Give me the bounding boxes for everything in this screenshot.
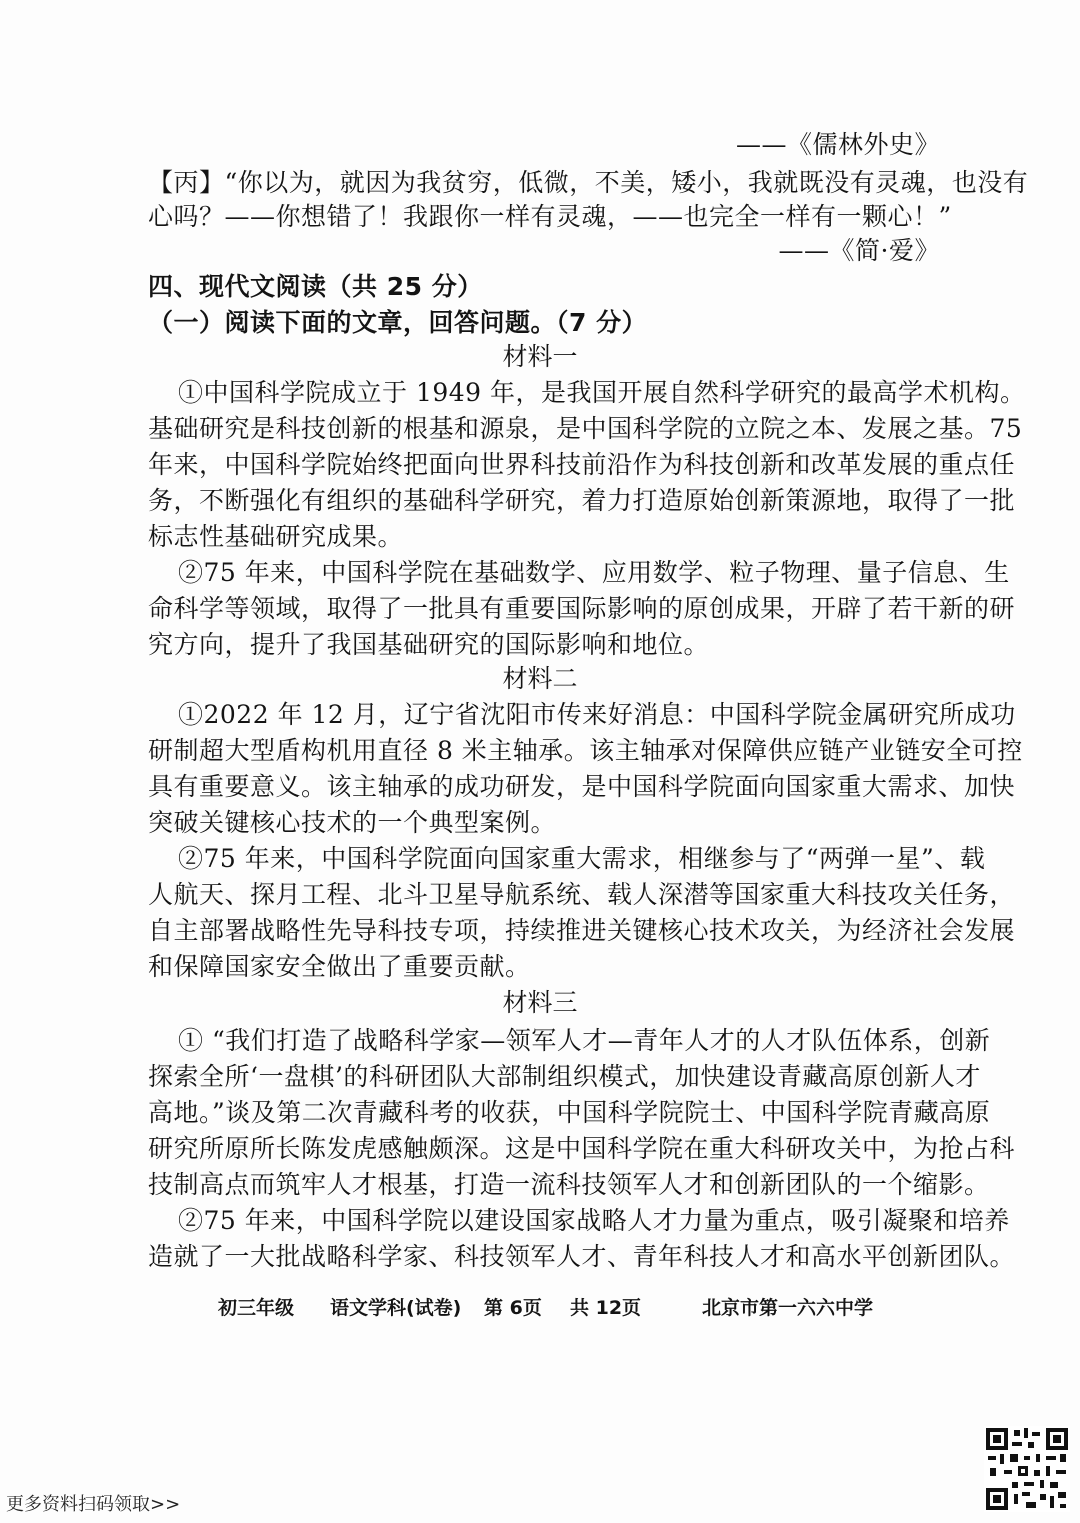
footer-grade: 初三年级 [218, 1297, 295, 1319]
material-2-line: 自主部署战略性先导科技专项，持续推进关键核心技术攻关，为经济社会发展 [148, 916, 1016, 945]
material-1-line: 基础研究是科技创新的根基和源泉，是中国科学院的立院之本、发展之基。75 [148, 414, 1023, 443]
material-3-line: 高地。”谈及第二次青藏科考的收获，中国科学院院士、中国科学院青藏高原 [148, 1098, 991, 1127]
source-rulin: ——《儒林外史》 [735, 130, 940, 159]
bing-quote-line-1: 【丙】“你以为，就因为我贫穷，低微，不美，矮小，我就既没有灵魂，也没有 [148, 168, 1029, 197]
material-2-line: 突破关键核心技术的一个典型案例。 [148, 808, 557, 837]
material-3-line: ① “我们打造了战略科学家—领军人才—青年人才的人才队伍体系，创新 [178, 1026, 991, 1055]
material-3-line: 研究所原所长陈发虎感触颇深。这是中国科学院在重大科研攻关中，为抢占科 [148, 1134, 1016, 1163]
material-1-line: ②75 年来，中国科学院在基础数学、应用数学、粒子物理、量子信息、生 [178, 558, 1010, 587]
material-2-line: 研制超大型盾构机用直径 8 米主轴承。该主轴承对保障供应链产业链安全可控 [148, 736, 1023, 765]
material-2-line: 人航天、探月工程、北斗卫星导航系统、载人深潜等国家重大科技攻关任务， [148, 880, 1016, 909]
material-3-line: 造就了一大批战略科学家、科技领军人才、青年科技人才和高水平创新团队。 [148, 1242, 1016, 1271]
material-1-line: 标志性基础研究成果。 [148, 522, 404, 551]
material-1-line: ①中国科学院成立于 1949 年，是我国开展自然科学研究的最高学术机构。 [178, 378, 1026, 407]
qr-code-icon[interactable] [984, 1426, 1070, 1512]
more-resources-link[interactable]: 更多资料扫码领取>> [6, 1494, 181, 1515]
material-1-line: 务，不断强化有组织的基础科学研究，着力打造原始创新策源地，取得了一批 [148, 486, 1016, 515]
footer-subject: 语文学科(试卷) [330, 1297, 462, 1319]
material-3-line: 探索全所‘一盘棋’的科研团队大部制组织模式，加快建设青藏高原创新人才 [148, 1062, 981, 1091]
footer-total: 共 12页 [570, 1297, 642, 1319]
footer-page: 第 6页 [484, 1297, 542, 1319]
material-1-heading: 材料一 [502, 342, 578, 371]
material-3-line: ②75 年来，中国科学院以建设国家战略人才力量为重点，吸引凝聚和培养 [178, 1206, 1010, 1235]
material-1-line: 命科学等领域，取得了一批具有重要国际影响的原创成果，开辟了若干新的研 [148, 594, 1016, 623]
material-3-line: 技制高点而筑牢人才根基，打造一流科技领军人才和创新团队的一个缩影。 [148, 1170, 990, 1199]
section-title: 四、现代文阅读（共 25 分） [148, 272, 483, 301]
material-2-line: 和保障国家安全做出了重要贡献。 [148, 952, 531, 981]
material-1-line: 年来，中国科学院始终把面向世界科技前沿作为科技创新和改革发展的重点任 [148, 450, 1016, 479]
material-2-line: ①2022 年 12 月，辽宁省沈阳市传来好消息：中国科学院金属研究所成功 [178, 700, 1016, 729]
material-1-line: 究方向，提升了我国基础研究的国际影响和地位。 [148, 630, 710, 659]
material-2-line: ②75 年来，中国科学院面向国家重大需求，相继参与了“两弹一星”、载 [178, 844, 986, 873]
section-subtitle: （一）阅读下面的文章，回答问题。（7 分） [148, 308, 648, 337]
material-2-line: 具有重要意义。该主轴承的成功研发，是中国科学院面向国家重大需求、加快 [148, 772, 1016, 801]
material-3-heading: 材料三 [502, 988, 578, 1017]
bing-quote-line-2: 心吗？——你想错了！我跟你一样有灵魂，——也完全一样有一颗心！” [148, 202, 952, 231]
source-jane-eyre: ——《简·爱》 [778, 236, 940, 265]
footer-school: 北京市第一六六中学 [702, 1297, 874, 1319]
material-2-heading: 材料二 [502, 664, 578, 693]
